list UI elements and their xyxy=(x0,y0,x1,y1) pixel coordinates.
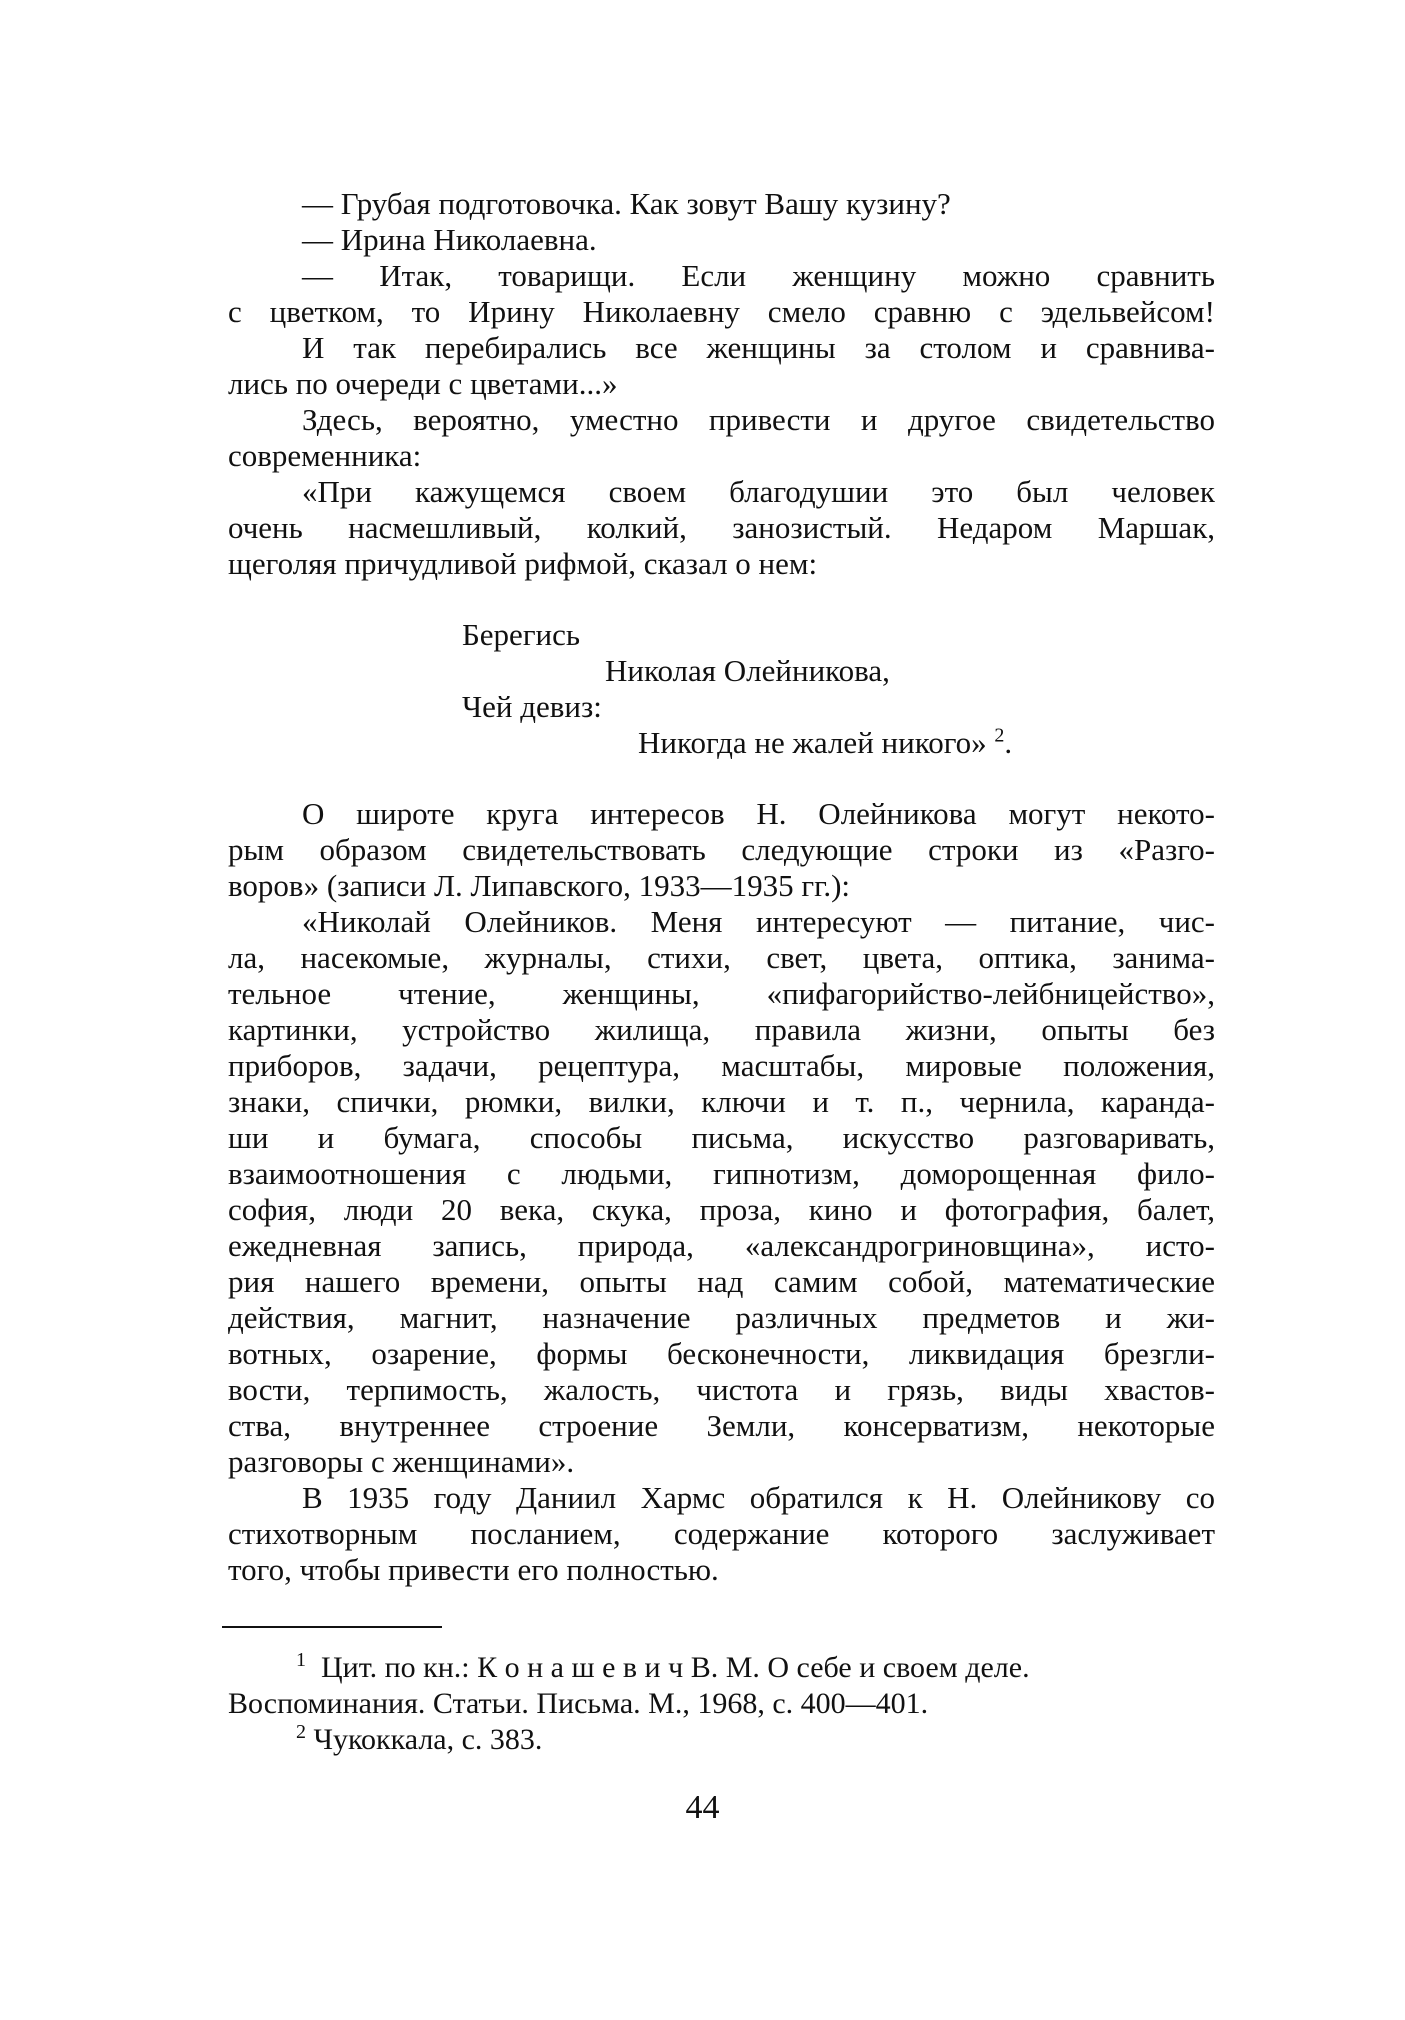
text-line: взаимоотношения с людьми, гипнотизм, доморощенная фило- xyxy=(228,1156,1215,1191)
footnote-2-line xyxy=(296,1722,542,1758)
text-line: стихотворным посланием, содержание которого заслуживает xyxy=(228,1516,1215,1551)
text-line: ши и бумага, способы письма, искусство разговаривать, xyxy=(228,1120,1215,1155)
verse-line: Берегись xyxy=(462,617,581,652)
text-line: — Ирина Николаевна. xyxy=(302,222,597,257)
footnote-1-continuation: Воспоминания. Статьи. Письма. М., 1968, с. 400—401. xyxy=(228,1687,929,1720)
text-line: рия нашего времени, опыты над самим собой, математические xyxy=(228,1264,1215,1299)
text-line: воров» (записи Л. Липавского, 1933—1935 гг.): xyxy=(228,868,851,903)
text-line: В 1935 году Даниил Хармс обратился к Н. Олейникову со xyxy=(302,1480,1215,1515)
text-line: щеголяя причудливой рифмой, сказал о нем: xyxy=(228,546,818,581)
text-line: «При кажущемся своем благодушии это был человек xyxy=(302,474,1215,509)
text-line: рым образом свидетельствовать следующие строки из «Разго- xyxy=(228,832,1215,867)
text-line: ства, внутреннее строение Земли, консерватизм, некоторые xyxy=(228,1408,1215,1443)
footnote-1-text: Цит. по кн.: К о н а ш е в и ч В. М. О себе и своем деле. xyxy=(321,1651,1030,1684)
verse-text: Никогда не жалей никого» xyxy=(638,725,987,760)
text-line: софия, люди 20 века, скука, проза, кино и фотография, балет, xyxy=(228,1192,1215,1227)
text-line: разговоры с женщинами». xyxy=(228,1444,575,1479)
text-line: — Грубая подготовочка. Как зовут Вашу кузину? xyxy=(302,186,951,221)
text-line: приборов, задачи, рецептура, масштабы, мировые положения, xyxy=(228,1048,1215,1083)
footnote-mark: 1 xyxy=(296,1649,306,1671)
text-line: ежедневная запись, природа, «александрогриновщина», исто- xyxy=(228,1228,1215,1263)
text-line: «Николай Олейников. Меня интересуют — питание, чис- xyxy=(302,904,1215,939)
footnote-2-text: Чукоккала, с. 383. xyxy=(313,1723,543,1756)
footnote-1-line xyxy=(296,1650,1030,1686)
verse-line-last xyxy=(638,725,1012,761)
text-line: — Итак, товарищи. Если женщину можно сравнить xyxy=(302,258,1215,293)
text-line: действия, магнит, назначение различных предметов и жи- xyxy=(228,1300,1215,1335)
text-line: очень насмешливый, колкий, занозистый. Недаром Маршак, xyxy=(228,510,1215,545)
text-line: знаки, спички, рюмки, вилки, ключи и т. п., чернила, каранда- xyxy=(228,1084,1215,1119)
text-line: картинки, устройство жилища, правила жизни, опыты без xyxy=(228,1012,1215,1047)
footnote-separator xyxy=(222,1626,442,1628)
text-line: ла, насекомые, журналы, стихи, свет, цвета, оптика, занима- xyxy=(228,940,1215,975)
footnote-ref: 2 xyxy=(994,724,1005,747)
text-line: И так перебирались все женщины за столом и сравнива- xyxy=(302,330,1215,365)
page-number: 44 xyxy=(685,1789,720,1826)
text-line: тельное чтение, женщины, «пифагорийство-лейбницейство», xyxy=(228,976,1215,1011)
text-line: с цветком, то Ирину Николаевну смело сравню с эдельвейсом! xyxy=(228,294,1215,329)
text-line: Здесь, вероятно, уместно привести и другое свидетельство xyxy=(302,402,1215,437)
text-line: лись по очереди с цветами...» xyxy=(228,366,618,401)
text-line: вотных, озарение, формы бесконечности, ликвидация брезгли- xyxy=(228,1336,1215,1371)
text-line: вости, терпимость, жалость, чистота и грязь, виды хвастов- xyxy=(228,1372,1215,1407)
text-line: того, чтобы привести его полностью. xyxy=(228,1552,719,1587)
verse-line: Чей девиз: xyxy=(462,689,602,724)
verse-end: . xyxy=(1004,725,1013,760)
verse-line: Николая Олейникова, xyxy=(605,653,890,688)
text-line: О широте круга интересов Н. Олейникова могут некото- xyxy=(302,796,1215,831)
text-line: современника: xyxy=(228,438,422,473)
footnote-mark: 2 xyxy=(296,1721,306,1743)
